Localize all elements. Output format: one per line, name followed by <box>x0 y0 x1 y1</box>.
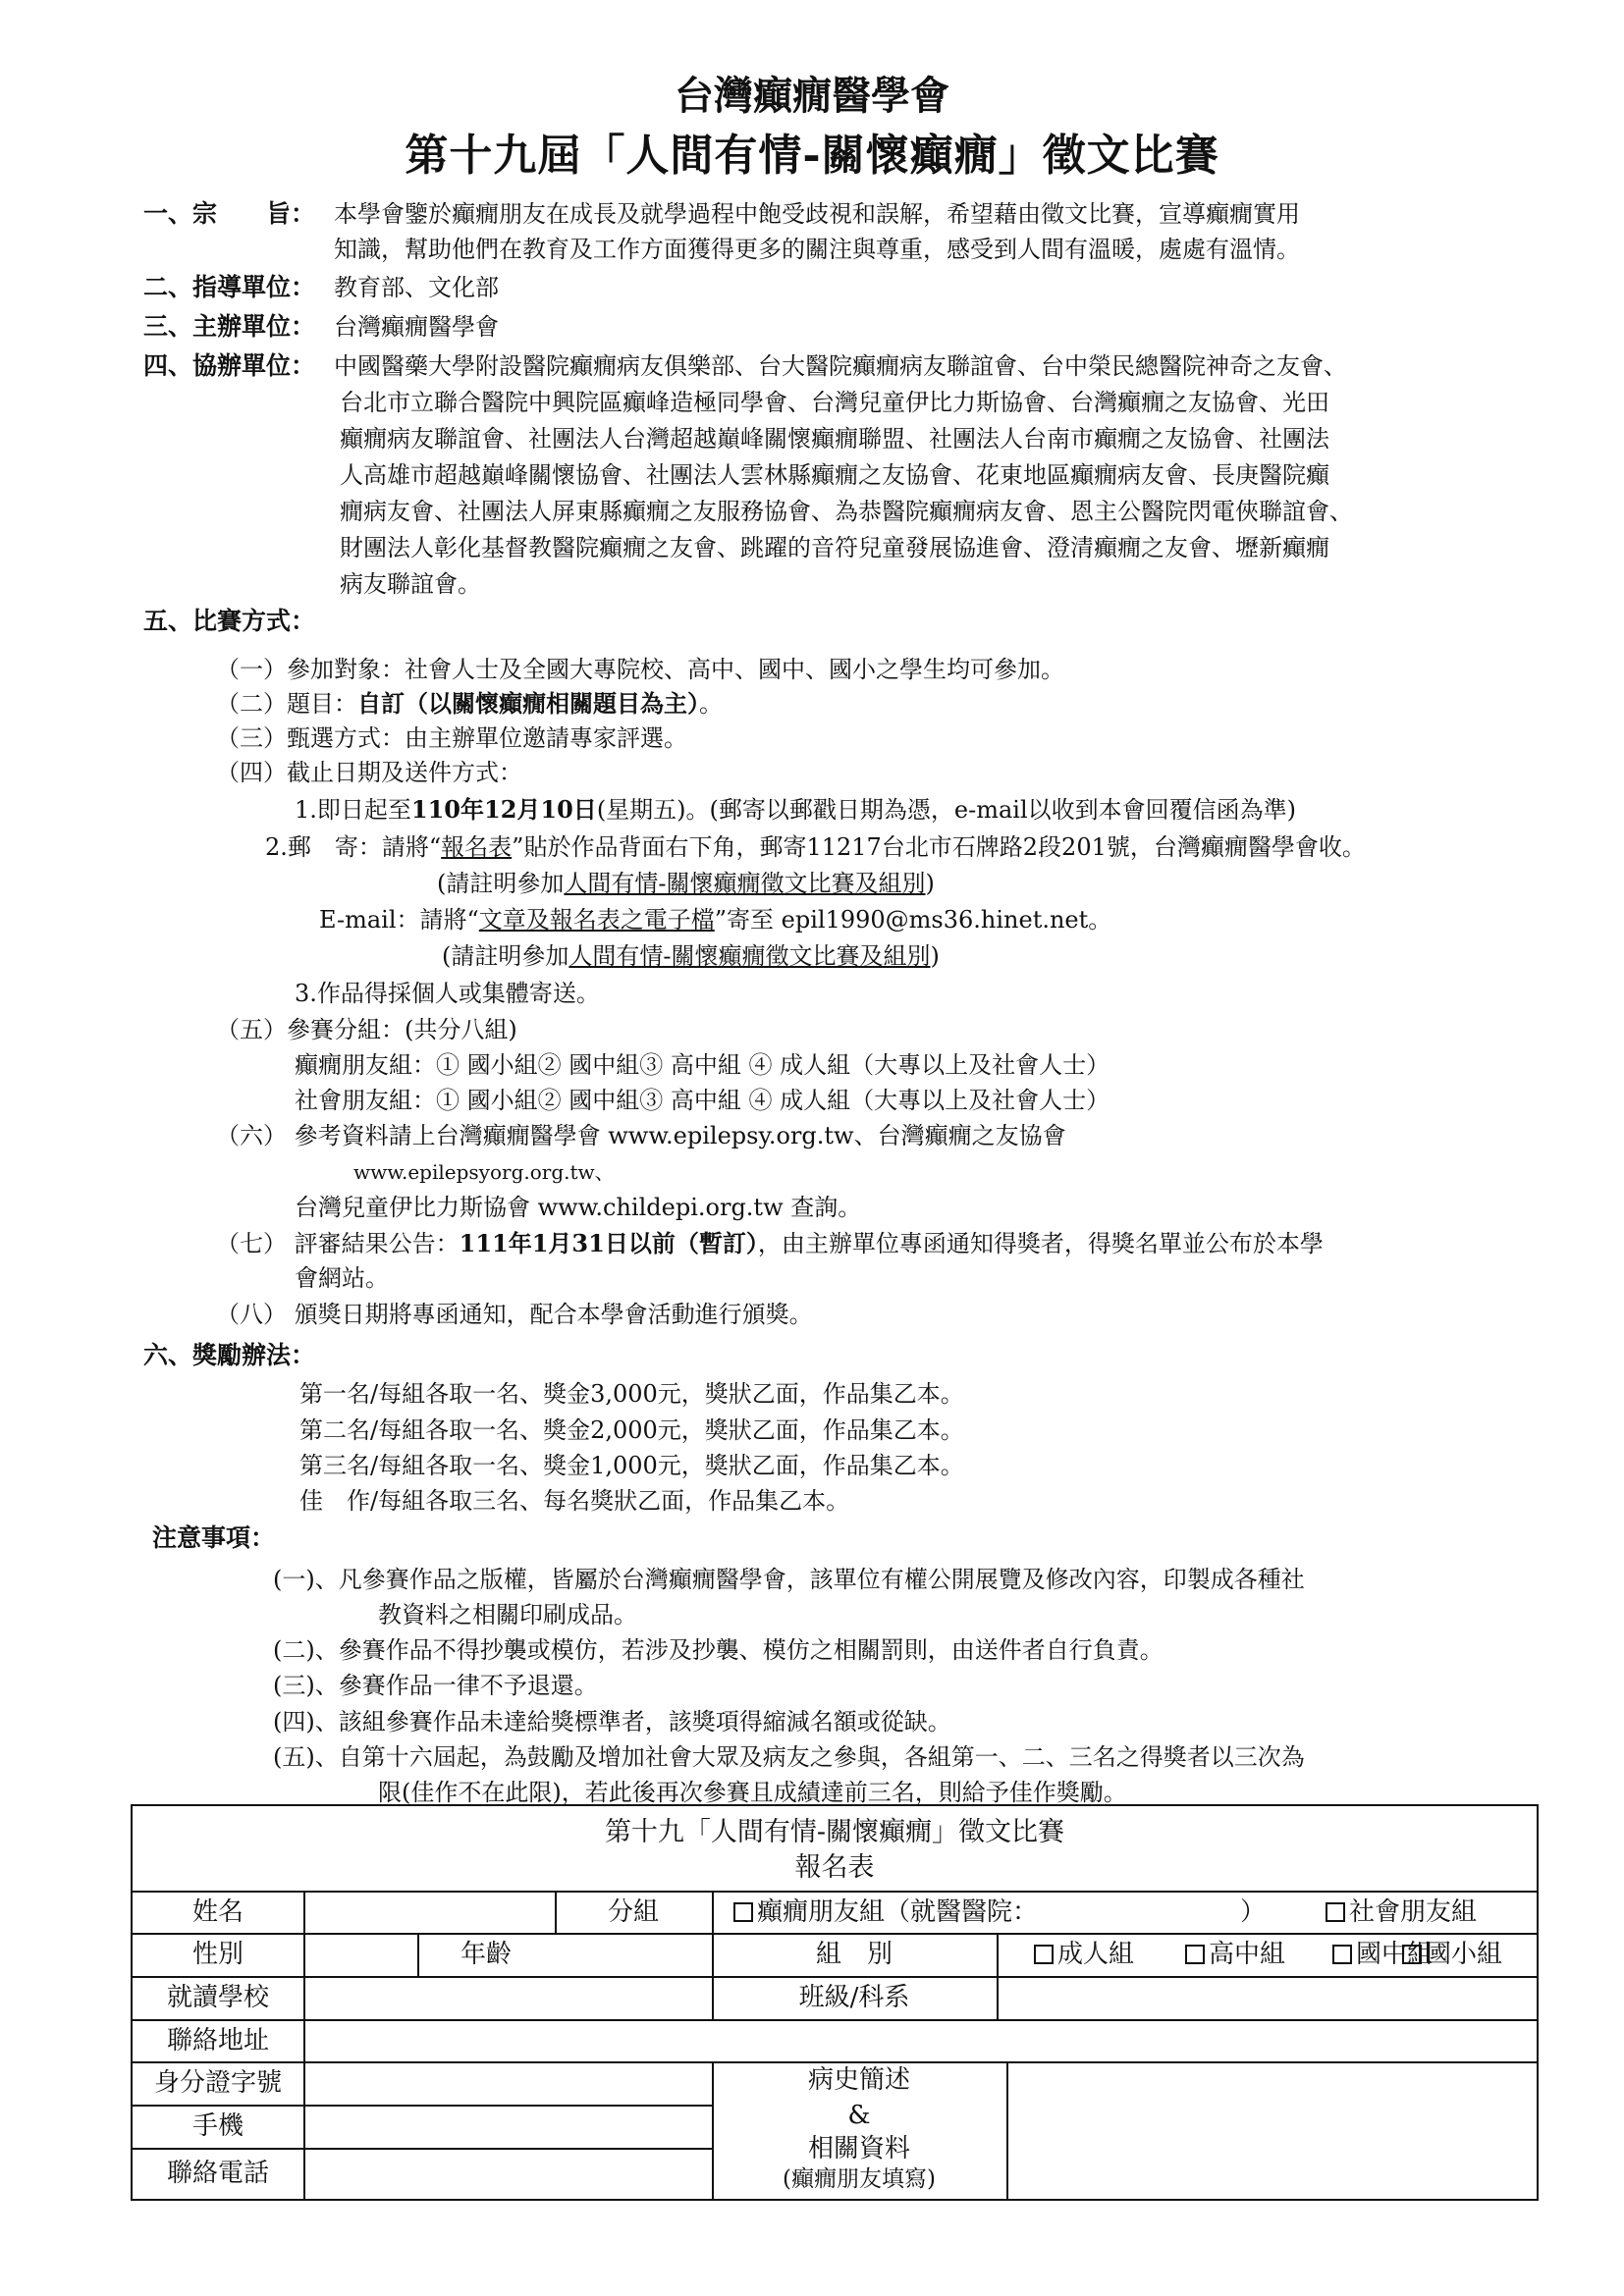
note-5-cont: 限(佳作不在此限)，若此後再次參賽且成績達前三名，則給予佳作獎勵。 <box>378 1779 1127 1806</box>
method-item-7-cont: 會網站。 <box>295 1264 389 1292</box>
section-organizer-label: 三、主辦單位： <box>143 312 316 341</box>
history-label-2: & <box>847 2101 871 2130</box>
coorganizer-line-3: 癲癇病友聯誼會、社團法人台灣超越巔峰關懷癲癇聯盟、社團法人台南市癲癇之友協會、社團法 <box>340 425 1329 453</box>
id-label: 身分證字號 <box>153 2068 282 2098</box>
history-label-1: 病史簡述 <box>807 2065 910 2095</box>
epilepsy-group-option[interactable]: 癲癇朋友組（就醫醫院： <box>733 1893 1038 1932</box>
epilepsy-groups: 癲癇朋友組：① 國小組② 國中組③ 高中組 ④ 成人組（大專以上及社會人士） <box>295 1051 1110 1079</box>
level-label: 組 別 <box>815 1940 893 1969</box>
reference-site-2: www.epilepsyorg.org.tw、 <box>353 1160 615 1184</box>
purpose-line-1: 本學會鑒於癲癇朋友在成長及就學過程中飽受歧視和誤解，希望藉由徵文比賽，宣導癲癇實用 <box>334 200 1300 228</box>
organizer-text: 台灣癲癇醫學會 <box>334 313 499 341</box>
coorganizer-line-5: 癇病友會、社團法人屏東縣癲癇之友服務協會、為恭醫院癲癇病友會、恩主公醫院閃電俠聯誼會、 <box>340 498 1353 525</box>
section-purpose-label: 一、宗 旨： <box>143 199 316 228</box>
org-title: 台灣癲癇醫學會 <box>675 73 949 119</box>
checkbox-icon[interactable] <box>1402 1945 1422 1964</box>
coorganizer-line-1: 中國醫藥大學附設醫院癲癇病友俱樂部、台大醫院癲癇病友聯誼會、台中榮民總醫院神奇之友會、 <box>334 352 1347 380</box>
contest-title: 第十九屆「人間有情-關懷癲癇」徵文比賽 <box>405 131 1219 181</box>
prize-third: 第三名/每組各取一名、獎金1,000元，獎狀乙面，作品集乙本。 <box>299 1452 964 1479</box>
mail-line: 2.郵 寄：請將“報名表”貼於作品背面右下角，郵寄11217台北市石牌路2段201號，台灣癲癇醫學會收。 <box>265 833 1366 861</box>
form-subtitle: 報名表 <box>794 1852 875 1883</box>
method-item-5: （五）參賽分組：(共分八組) <box>216 1016 517 1043</box>
reference-site-3: 台灣兒童伊比力斯協會 www.childepi.org.tw 查詢。 <box>295 1194 862 1221</box>
notes-label: 注意事項： <box>152 1523 276 1552</box>
mobile-label: 手機 <box>191 2111 244 2141</box>
section-method-label: 五、比賽方式： <box>143 607 316 635</box>
checkbox-icon[interactable] <box>733 1902 753 1922</box>
form-title: 第十九「人間有情-關懷癲癇」徵文比賽 <box>604 1817 1065 1847</box>
address-label: 聯絡地址 <box>166 2026 269 2056</box>
email-note: (請註明參加人間有情-關懷癲癇徵文比賽及組別) <box>442 942 940 970</box>
hospital-close-paren: ） <box>1240 1897 1267 1927</box>
age-label: 年齡 <box>460 1940 512 1969</box>
group-label: 分組 <box>607 1897 659 1927</box>
mail-note: (請註明參加人間有情-關懷癲癇徵文比賽及組別) <box>437 870 935 897</box>
option-junior[interactable]: 國中組 <box>1332 1935 1433 1974</box>
checkbox-icon[interactable] <box>1326 1902 1345 1922</box>
email-line: E-mail：請將“文章及報名表之電子檔”寄至 epil1990@ms36.hinet.net。 <box>319 906 1112 934</box>
method-item-3: （三）甄選方式：由主辦單位邀請專家評選。 <box>216 724 687 752</box>
school-label: 就讀學校 <box>166 1983 269 2012</box>
method-item-7: （七） 評審結果公告：111年1月31日以前（暫訂），由主辦單位專函通知得獎者，得獎名單並公布於本學 <box>216 1229 1324 1257</box>
social-group-option[interactable]: 社會朋友組 <box>1326 1893 1477 1932</box>
coorganizer-line-4: 人高雄市超越巔峰關懷協會、社團法人雲林縣癲癇之友協會、花東地區癲癇病友會、長庚醫院癲 <box>340 461 1329 489</box>
coorganizer-line-6: 財團法人彰化基督教醫院癲癇之友會、跳躍的音符兒童發展協進會、澄清癲癇之友會、壢新癲癇 <box>340 534 1329 561</box>
registration-form <box>131 1804 1539 2201</box>
option-elementary[interactable]: 國小組 <box>1402 1935 1502 1974</box>
send-method-line: 3.作品得採個人或集體寄送。 <box>295 980 600 1007</box>
method-item-2: （二）題目：自訂（以關懷癲癇相關題目為主）。 <box>216 689 723 718</box>
advisor-text: 教育部、文化部 <box>334 274 499 301</box>
method-item-8: （八） 頒獎日期將專函通知，配合本學會活動進行頒獎。 <box>216 1301 813 1328</box>
prize-first: 第一名/每組各取一名、獎金3,000元，獎狀乙面，作品集乙本。 <box>299 1380 964 1408</box>
option-high[interactable]: 高中組 <box>1185 1935 1285 1974</box>
note-4: (四)、該組參賽作品未達給獎標準者，該獎項得縮減名額或從缺。 <box>273 1708 951 1735</box>
gender-label: 性別 <box>191 1940 244 1969</box>
row-line <box>133 2148 712 2150</box>
name-label: 姓名 <box>191 1897 244 1927</box>
note-3: (三)、參賽作品一律不予退還。 <box>273 1672 598 1699</box>
checkbox-icon[interactable] <box>1185 1945 1205 1964</box>
option-adult[interactable]: 成人組 <box>1034 1935 1134 1974</box>
prize-honorable: 佳 作/每組各取三名、每名獎狀乙面，作品集乙本。 <box>299 1487 850 1515</box>
deadline-line: 1.即日起至110年12月10日(星期五)。(郵寄以郵戳日期為憑，e-mail以收到本會回覆信函為準) <box>295 795 1296 824</box>
history-label-4: (癲癇朋友填寫) <box>783 2166 936 2192</box>
note-5: (五)、自第十六屆起，為鼓勵及增加社會大眾及病友之參與，各組第一、二、三名之得獎者以三次為 <box>273 1743 1305 1771</box>
social-groups: 社會朋友組：① 國小組② 國中組③ 高中組 ④ 成人組（大專以上及社會人士） <box>295 1087 1110 1114</box>
phone-label: 聯絡電話 <box>166 2159 269 2188</box>
checkbox-icon[interactable] <box>1332 1945 1352 1964</box>
method-item-6: （六） 參考資料請上台灣癲癇醫學會 www.epilepsy.org.tw、台灣癲癇之友協會 <box>216 1122 1066 1149</box>
method-item-1: （一）參加對象：社會人士及全國大專院校、高中、國中、國小之學生均可參加。 <box>216 656 1064 683</box>
coorganizer-line-7: 病友聯誼會。 <box>340 570 481 598</box>
row-line <box>133 2019 1537 2021</box>
prize-second: 第二名/每組各取一名、獎金2,000元，獎狀乙面，作品集乙本。 <box>299 1416 964 1444</box>
section-advisor-label: 二、指導單位： <box>143 273 316 301</box>
checkbox-icon[interactable] <box>1034 1945 1054 1964</box>
purpose-line-2: 知識，幫助他們在教育及工作方面獲得更多的關注與尊重，感受到人間有溫暖，處處有溫情。 <box>334 236 1300 263</box>
history-label-3: 相關資料 <box>807 2134 910 2163</box>
section-award-label: 六、獎勵辦法： <box>143 1341 316 1369</box>
note-2: (二)、參賽作品不得抄襲或模仿，若涉及抄襲、模仿之相關罰則，由送件者自行負責。 <box>273 1636 1164 1664</box>
coorganizer-line-2: 台北市立聯合醫院中興院區癲峰造極同學會、台灣兒童伊比力斯協會、台灣癲癇之友協會、光田 <box>340 389 1329 416</box>
section-coorganizer-label: 四、協辦單位： <box>143 351 316 380</box>
note-1: (一)、凡參賽作品之版權，皆屬於台灣癲癇醫學會，該單位有權公開展覽及修改內容，印製成各種社 <box>273 1566 1305 1593</box>
note-1-cont: 教資料之相關印刷成品。 <box>378 1601 637 1629</box>
class-label: 班級/科系 <box>798 1983 910 2012</box>
col-line <box>303 1891 305 2199</box>
method-item-4: （四）截止日期及送件方式： <box>216 759 522 786</box>
col-line <box>1006 2061 1008 2199</box>
col-line <box>997 1933 999 2019</box>
